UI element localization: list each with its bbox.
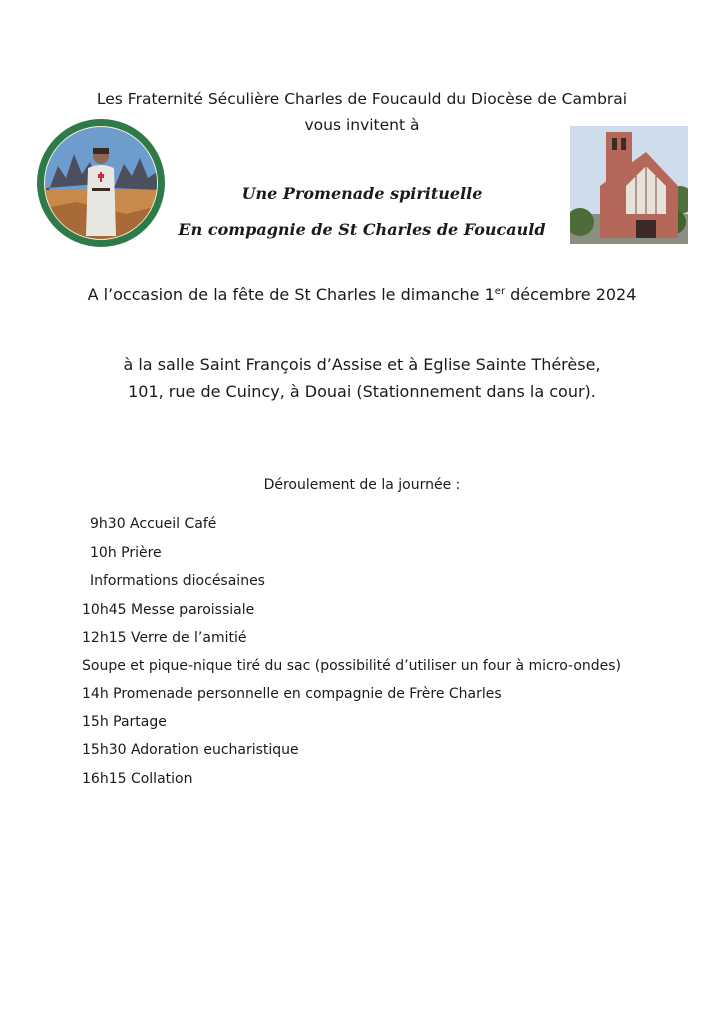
event-title-line2: En compagnie de St Charles de Foucauld bbox=[178, 220, 546, 239]
invitation-header-line2: vous invitent à bbox=[304, 116, 420, 134]
schedule-item: 15h30 Adoration eucharistique bbox=[82, 742, 299, 758]
schedule-item: 9h30 Accueil Café bbox=[90, 516, 217, 532]
event-title-line1: Une Promenade spirituelle bbox=[241, 184, 483, 203]
schedule-item: 16h15 Collation bbox=[82, 771, 193, 787]
schedule-item: Informations diocésaines bbox=[90, 573, 265, 589]
schedule-item: 14h Promenade personnelle en compagnie de Frère Charles bbox=[82, 686, 502, 702]
schedule-item: 10h45 Messe paroissiale bbox=[82, 602, 255, 618]
location-line2: 101, rue de Cuincy, à Douai (Stationnement dans la cour). bbox=[128, 382, 596, 401]
ordinal-superscript: er bbox=[494, 286, 506, 297]
occasion-text-after: décembre 2024 bbox=[505, 285, 637, 304]
schedule-item: 15h Partage bbox=[82, 714, 167, 730]
schedule-item: 10h Prière bbox=[90, 545, 162, 561]
occasion-text-before: A l’occasion de la fête de St Charles le dimanche 1 bbox=[87, 285, 495, 304]
location-line1: à la salle Saint François d’Assise et à Eglise Sainte Thérèse, bbox=[123, 355, 601, 374]
invitation-header-line1: Les Fraternité Séculière Charles de Foucauld du Diocèse de Cambrai bbox=[96, 90, 628, 108]
schedule-title: Déroulement de la journée : bbox=[263, 477, 461, 493]
occasion-date bbox=[0, 285, 724, 304]
schedule-item: Soupe et pique-nique tiré du sac (possibilité d’utiliser un four à micro-ondes) bbox=[82, 658, 622, 674]
schedule-item: 12h15 Verre de l’amitié bbox=[82, 630, 247, 646]
